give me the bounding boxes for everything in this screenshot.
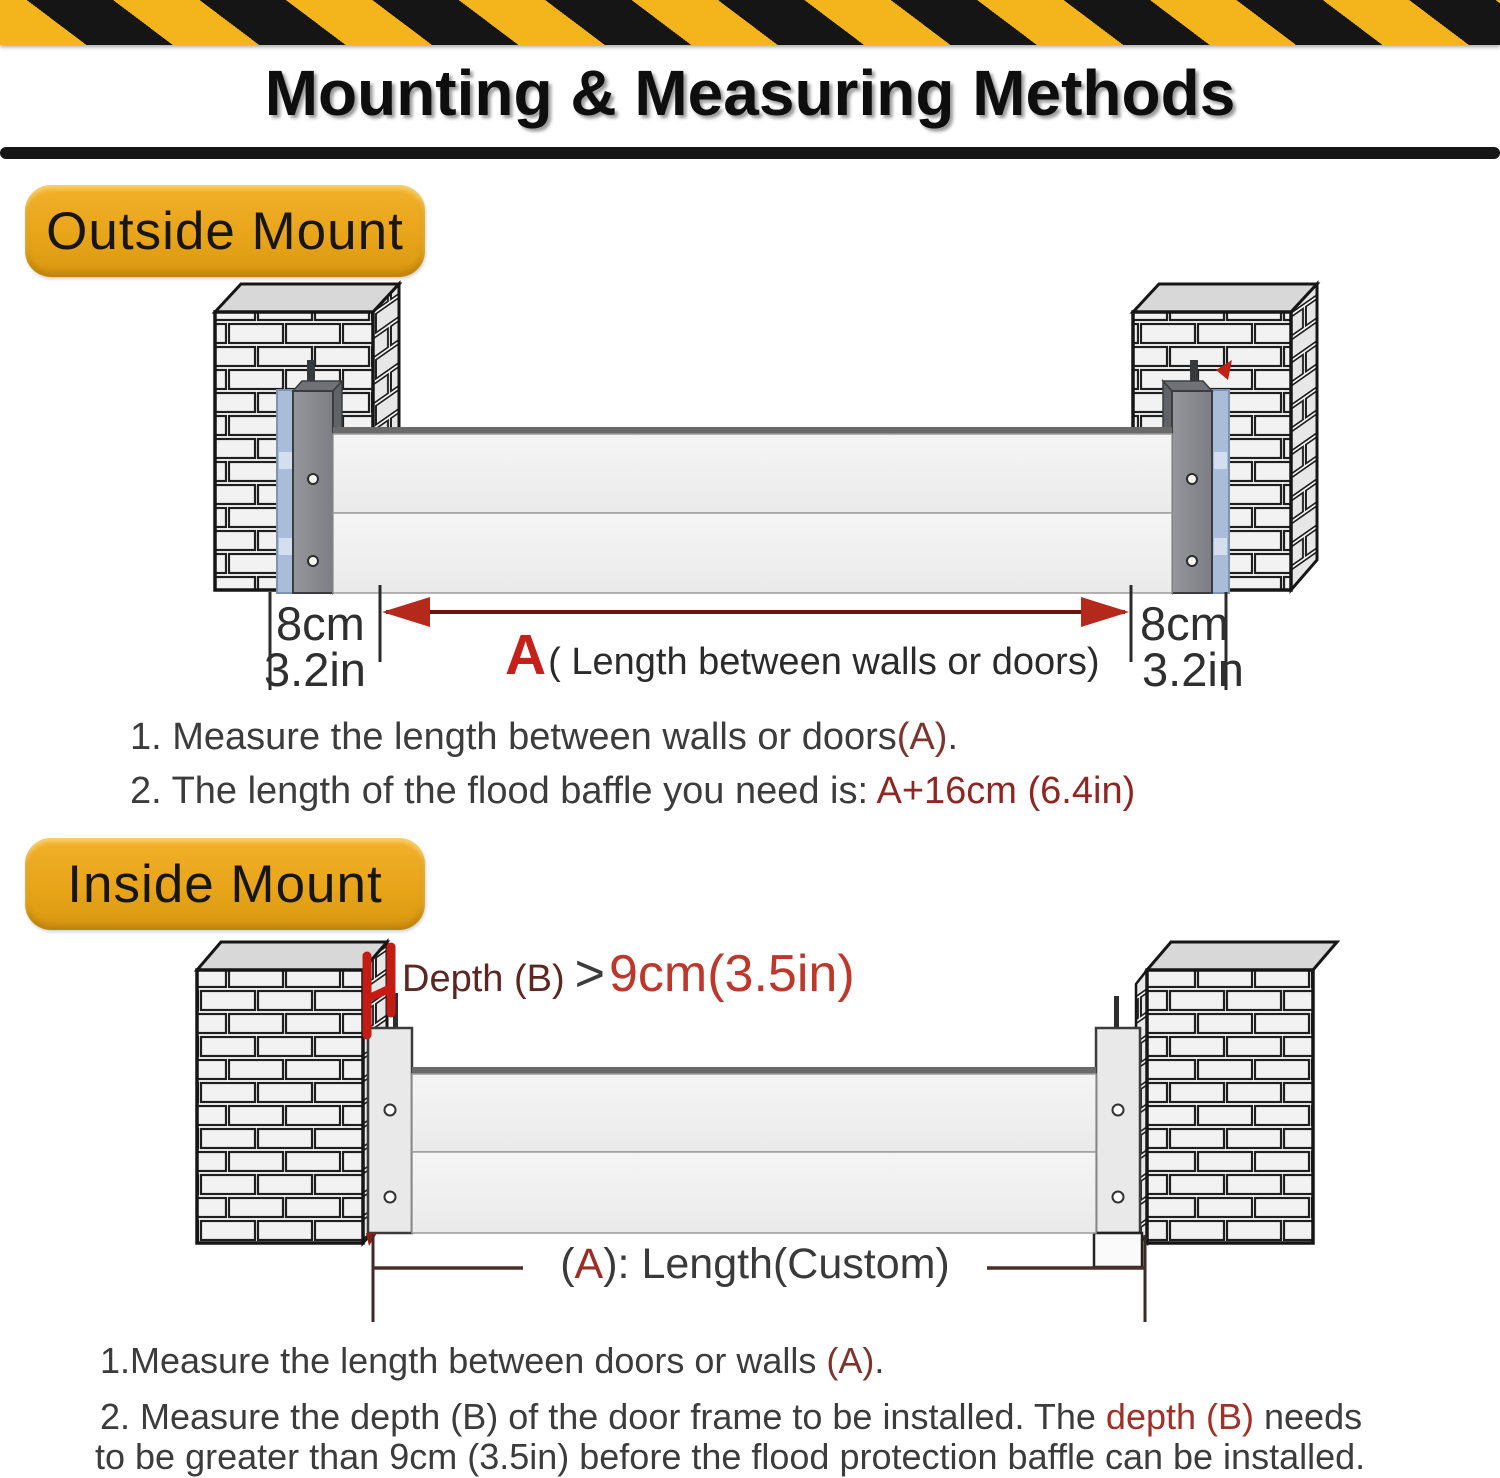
outside-instruction-2: 2. The length of the flood baffle you need is: A+16cm (6.4in) (130, 770, 1136, 812)
inside-instruction-2-line2: to be greater than 9cm (3.5in) before the flood protection baffle can be installed. (95, 1436, 1366, 1477)
inside-instruction-1: 1.Measure the length between doors or walls (A). (100, 1340, 885, 1381)
outside-mount-badge-label: Outside Mount (46, 201, 404, 261)
inside-left-pillar (197, 942, 387, 1243)
channel-bolt-hole (1113, 1105, 1124, 1116)
greater-than-sign: > (574, 945, 605, 1003)
right-channel-bracket (1094, 996, 1142, 1267)
post-bolt-hole (1187, 474, 1197, 484)
depth-requirement-label (402, 944, 855, 1004)
inside-mount-badge-label: Inside Mount (67, 854, 383, 914)
left-sealing-strip (277, 390, 294, 593)
post-bolt-hole (308, 474, 318, 484)
span-length-text: ( Length between walls or doors) (548, 641, 1100, 683)
channel-foot-plate (1094, 1233, 1142, 1267)
span-length-label (505, 622, 1099, 688)
inside-instruction-2-line1: 2. Measure the depth (B) of the door frame to be installed. The depth (B) needs (100, 1396, 1363, 1437)
flood-barrier-panel-top (333, 434, 1172, 513)
channel-bolt-hole (385, 1105, 396, 1116)
inside-right-pillar (1136, 942, 1337, 1243)
flood-barrier-inside (412, 1067, 1096, 1233)
flood-barrier-panel-bottom (333, 513, 1172, 593)
outside-instruction-1: 1. Measure the length between walls or doors(A). (130, 716, 958, 758)
right-sealing-strip (1212, 390, 1229, 593)
post-bolt-hole (1187, 556, 1197, 566)
flood-barrier-outside (333, 427, 1172, 593)
depth-name: Depth (B) (402, 958, 565, 1000)
flood-barrier-panel-top (412, 1074, 1096, 1152)
channel-bolt-hole (1113, 1192, 1124, 1203)
flood-barrier-panel-bottom (412, 1152, 1096, 1233)
custom-length-label: (A): Length(Custom) (560, 1240, 950, 1288)
post-bolt-hole (308, 556, 318, 566)
left-offset-inch-label: 3.2in (264, 643, 366, 696)
right-offset-inch-label: 3.2in (1142, 643, 1244, 696)
left-channel-bracket (366, 993, 412, 1246)
depth-value: 9cm(3.5in) (609, 945, 855, 1003)
span-length-variable: A (505, 623, 547, 687)
page-title: Mounting & Measuring Methods (264, 57, 1236, 129)
right-offset-cm-label: 8cm (1140, 597, 1229, 650)
left-offset-cm-label: 8cm (276, 597, 365, 650)
channel-bolt-hole (385, 1192, 396, 1203)
